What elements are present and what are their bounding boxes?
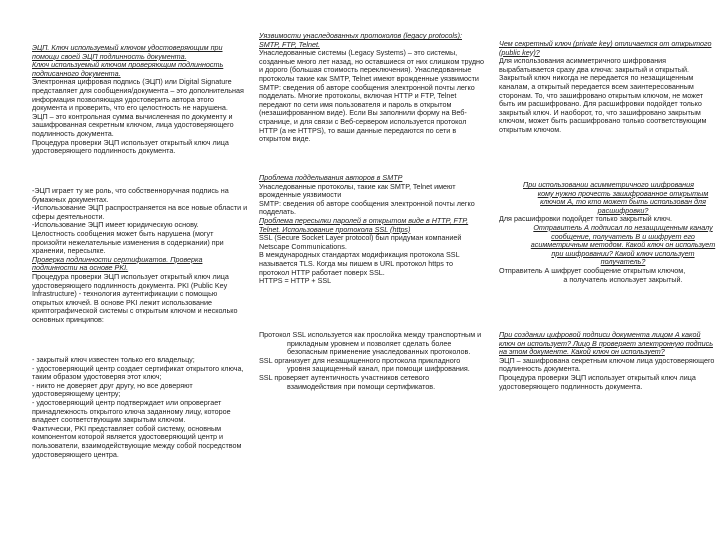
- heading-text: Проблема пересылки паролей в открытом виде в HTTP, FTP, Telnet. Использование протокола SSL (https): [259, 215, 469, 234]
- asymmetric-encryption-qa-block: [499, 181, 717, 284]
- paragraph-text: HTTPS = HTTP + SSL: [259, 276, 332, 286]
- heading-text: При использовании асимметричного шифрования: [523, 180, 694, 189]
- paragraph-text: Фактически, PKI представляет собой систему, основным компонентом которой является удостоверяющий центр и пользователи, взаимодействующие между собой посредством удостоверяющего центра.: [32, 423, 242, 459]
- digital-signature-qa-block: [499, 331, 717, 391]
- paragraph-text: Унаследованные протоколы, такие как SMTP, Telnet имеют врожденные уязвимости: [259, 181, 456, 200]
- paragraph-text: Электронная цифровая подпись (ЭЦП) или Digital Signature представляет для сообщения/документа – это дополнительная информация позволяющая удостоверить автора этого документа и проверить, что его целостность не нарушена.: [32, 77, 244, 113]
- heading-text: кому нужно прочесть зашифрованное открытым ключом А, то кто может быть использован для расшифровки?: [537, 188, 709, 215]
- paragraph-text: SSL (Secure Socket Layer protocol) был придуман компанией Netscape Communications.: [259, 233, 462, 251]
- heading-text: Проблема подделывания авторов в SMTP: [259, 173, 403, 182]
- paragraph-text: Процедура проверки ЭЦП использует открытый ключ лица удостоверяющего подлинность документа. PKI (Public Key Infrastructure) - технология аутентификации с помощью открытых ключей. В основе PKI лежит использование криптографической системы с открытым ключом и несколько основных принципов:: [32, 271, 238, 324]
- heading-text: Чем секретный ключ (private key) отличается от открытого (public key)?: [499, 39, 712, 57]
- right-column: [499, 0, 717, 540]
- ssl-role-block: [259, 331, 485, 391]
- pki-principles-block: [32, 356, 248, 459]
- heading-text: Уязвимости унаследованных протоколов (legacy protocols): SMTP, FTP, Telnet.: [259, 31, 463, 49]
- paragraph-text: Процедура проверки ЭЦП использует открытый ключ лица удостоверяющего подлинность документа.: [499, 372, 696, 391]
- middle-column: [259, 0, 485, 540]
- paragraph-text: -Использование ЭЦП имеет юридическую основу.: [32, 220, 199, 230]
- paragraph-text: -ЭЦП играет ту же роль, что собственноручная подпись на бумажных документах.: [32, 186, 229, 204]
- ecp-definition-block: [32, 44, 248, 156]
- paragraph-text: а получатель использует закрытый.: [563, 274, 683, 284]
- paragraph-text: ЭЦП – зашифрована секретным ключом лица удостоверяющего подлинность документа.: [499, 355, 715, 374]
- paragraph-text: -Использование ЭЦП распространяется на все новые области и сферы деятельности.: [32, 203, 248, 221]
- paragraph-text: - удостоверяющий центр подтверждает или опровергает принадлежность открытого ключа заданному лицу, которое владеет соответствующим закрытым ключом.: [32, 397, 231, 425]
- paragraph-text: Для расшифровки подойдет только закрытый ключ.: [499, 214, 673, 224]
- smtp-ssl-block: [259, 174, 485, 286]
- paragraph-text: - никто не доверяет друг другу, но все доверяют удостоверяющему центру;: [32, 380, 193, 399]
- paragraph-text: ЭЦП – это контрольная сумма вычисленная по документу и зашифрованная секретным ключом, лица удостоверяющего подлинность документа.: [32, 111, 234, 138]
- heading-text: ЭЦП. Ключ используемый ключом удостоверяющим при помощи своей ЭЦП подлинность документа.: [32, 43, 223, 61]
- paragraph-text: SSL проверяет аутентичность участников сетевого взаимодействия при помощи сертификатов.: [259, 372, 436, 391]
- heading-text: Отправитель А подписал по незащищенным каналу сообщение, получатель В и шифрует его асимметричным методом. Какой ключ он использует при шифровании? Какой ключ использует получатель?: [530, 222, 716, 267]
- paragraph-text: Процедура проверки ЭЦП использует открытый ключ лица удостоверяющего подлинность документа.: [32, 137, 229, 156]
- paragraph-text: SMTP: сведения об авторе сообщения электронной почты легко подделать.: [259, 198, 475, 217]
- legacy-protocols-block: [259, 32, 485, 144]
- heading-text: При создании цифровой подписи документа лицом А какой ключ он использует? Лицо В проверяет электронную подпись на этом документе. Какой ключ он использует?: [499, 330, 713, 357]
- heading-text: Ключ используемый ключом проверяющим подлинность подписанного документа.: [32, 60, 224, 78]
- paragraph-text: Отправитель А шифрует сообщение открытым ключом,: [499, 265, 686, 275]
- paragraph-text: - закрытый ключ известен только его владельцу;: [32, 355, 195, 364]
- paragraph-text: Целостность сообщения может быть нарушена (могут произойти нежелательные изменения в содержании) при хранении, пересылке.: [32, 228, 224, 256]
- ecp-role-pki-block: [32, 187, 248, 325]
- paragraph-text: - удостоверяющий центр создает сертификат открытого ключа, таким образом удостоверяя этот ключ;: [32, 363, 244, 382]
- private-public-key-block: [499, 40, 717, 135]
- paragraph-text: Протокол SSL используется как прослойка между транспортным и прикладным уровнем и позволяет сделать более безопасным применение унаследованных протоколов.: [259, 330, 482, 357]
- left-column: [32, 0, 248, 540]
- paragraph-text: SSL организует для незащищенного протокола прикладного уровня защищенный канал, при помощи шифрования.: [259, 355, 470, 374]
- paragraph-text: Унаследованные системы (Legacy Systems) – это системы, созданные много лет назад, но оставшиеся от них слишком трудно и дорого (большая стоимость переключения). Унаследованные протоколы такие как SMTP, Telnet имеют врожденные уязвимости SMTP: сведения об авторе сообщения электронной почты легко подделать. Многие протоколы, включая HTTP и FTP, Telnet передают по сети имя пользователя и пароль в открытом (незашифрованном виде). Если Вы заполнили форму на Веб-странице, и для связи с Веб-сервером используется протокол HTTP (а не HTTPS), то ваши данные передаются по сети в открытом виде.: [259, 48, 484, 144]
- paragraph-text: Для использования асимметричного шифрования вырабатывается сразу два ключа: закрытый и открытый. Закрытый ключ никогда не передается по незащищенным каналам, а открытый передается всем заинтересованным сторонам. То, что зашифровано открытым ключом, не может быть им расшифровано. Для расшифровки подойдет только закрытый ключ. И наоборот, то, что зашифровано закрытым ключом, может быть расшифровано только соответствующим открытым ключом.: [499, 56, 707, 134]
- heading-text: Проверка подлинности сертификатов. Проверка подлинности на основе PKI.: [32, 254, 203, 273]
- paragraph-text: В международных стандартах модификация протокола SSL называется TLS. Когда мы пишем в URL протокол https то протокол HTTP работает поверх SSL.: [259, 250, 460, 277]
